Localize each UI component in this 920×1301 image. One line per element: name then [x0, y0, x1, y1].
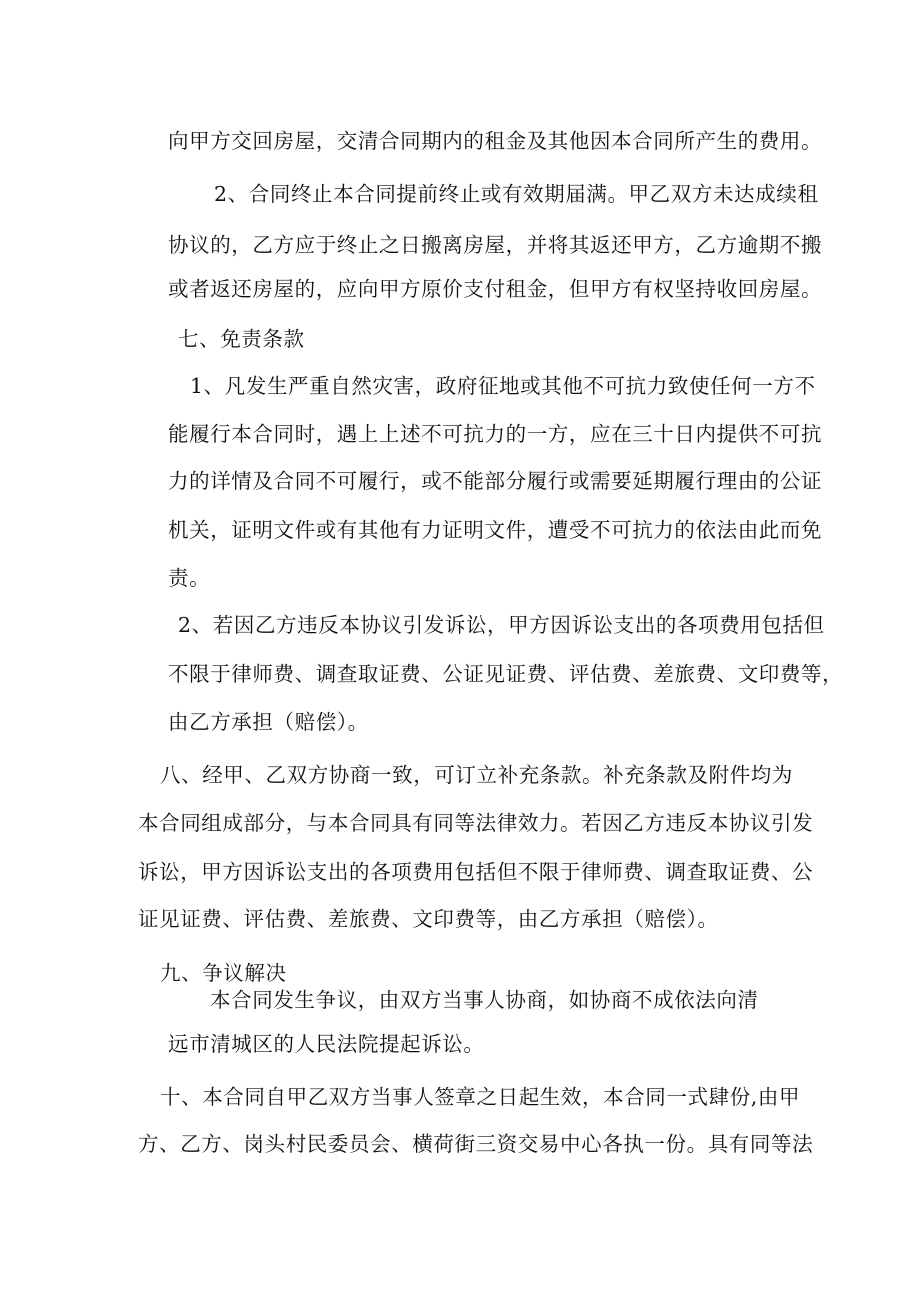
text-line: 本合同组成部分，与本合同具有同等法律效力。若因乙方违反本协议引发 — [138, 811, 814, 835]
text-line: 2、若因乙方违反本协议引发诉讼，甲方因诉讼支出的各项费用包括但 — [178, 613, 825, 637]
text-line: 或者返还房屋的，应向甲方原价支付租金，但甲方有权坚持收回房屋。 — [168, 277, 823, 301]
section-heading: 九、争议解决 — [160, 961, 287, 985]
text-line: 不限于律师费、调查取证费、公证见证费、评估费、差旅费、文印费等， — [168, 662, 844, 686]
text-line: 协议的，乙方应于终止之日搬离房屋，并将其返还甲方，乙方逾期不搬 — [168, 233, 823, 257]
text-line: 方、乙方、岗头村民委员会、横荷街三资交易中心各执一份。具有同等法 — [138, 1132, 814, 1156]
text-line: 能履行本合同时，遇上上述不可抗力的一方，应在三十日内提供不可抗 — [168, 422, 823, 446]
text-line: 力的详情及合同不可履行，或不能部分履行或需要延期履行理由的公证 — [168, 469, 823, 493]
text-line: 远市清城区的人民法院提起诉讼。 — [168, 1032, 485, 1056]
text-line: 八、经甲、乙双方协商一致，可订立补充条款。补充条款及附件均为 — [160, 763, 793, 787]
text-line: 向甲方交回房屋，交清合同期内的租金及其他因本合同所产生的费用。 — [168, 129, 823, 153]
text-line: 诉讼，甲方因诉讼支出的各项费用包括但不限于律师费、调查取证费、公 — [138, 860, 814, 884]
text-line: 本合同发生争议，由双方当事人协商，如协商不成依法向清 — [210, 988, 759, 1012]
text-line: 证见证费、评估费、差旅费、文印费等，由乙方承担（赔偿）。 — [138, 907, 719, 931]
text-line: 2、合同终止本合同提前终止或有效期届满。甲乙双方未达成续租 — [214, 182, 819, 206]
text-line: 十、本合同自甲乙双方当事人签章之日起生效，本合同一式肆份,由甲 — [160, 1085, 801, 1109]
section-heading: 七、免责条款 — [178, 327, 305, 351]
text-line: 由乙方承担（赔偿）。 — [168, 710, 369, 734]
text-line: 机关，证明文件或有其他有力证明文件，遭受不可抗力的依法由此而免 — [168, 518, 823, 542]
text-line: 责。 — [168, 566, 211, 590]
text-line: 1、凡发生严重自然灾害，政府征地或其他不可抗力致使任何一方不 — [190, 374, 816, 398]
